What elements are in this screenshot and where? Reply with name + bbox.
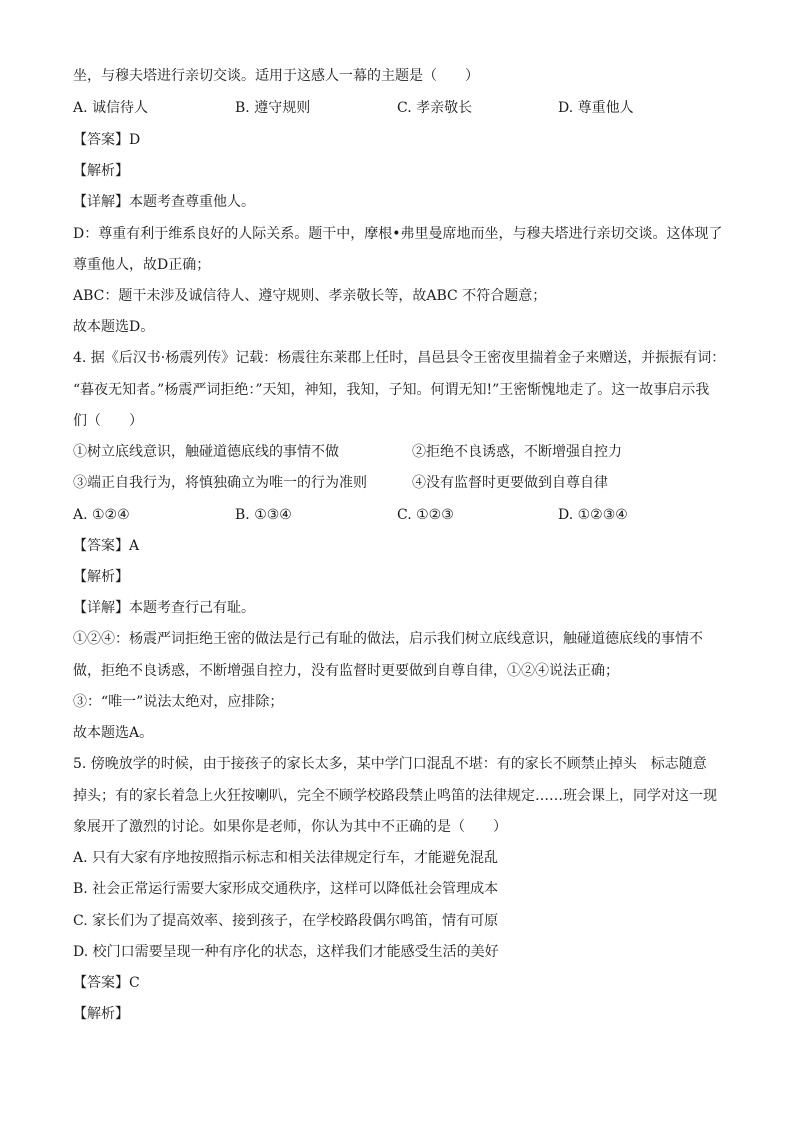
q5-stem-line: 象展开了激烈的讨论。如果你是老师，你认为其中不正确的是（ ）: [73, 819, 507, 835]
q4-option-c: C. ①②③: [397, 507, 454, 523]
q4-answer: 【答案】A: [73, 538, 140, 554]
q5-analysis-label: 【解析】: [73, 1006, 129, 1022]
q3-detail-line: D：尊重有利于维系良好的人际关系。题干中，摩根•弗里曼席地而坐，与穆夫塔进行亲切交谈。这体现了: [73, 226, 723, 242]
q3-detail-line: 尊重他人，故D正确；: [73, 257, 211, 273]
q4-stem-line: 们（ ）: [73, 413, 143, 429]
q4-item-2: ②拒绝不良诱惑，不断增强自控力: [412, 444, 622, 460]
q5-option-d: D. 校门口需要呈现一种有序化的状态，这样我们才能感受生活的美好: [73, 944, 499, 960]
q3-answer: 【答案】D: [73, 132, 141, 148]
q3-analysis-label: 【解析】: [73, 163, 129, 179]
q3-option-c: C. 孝亲敬长: [397, 100, 473, 116]
q4-stem-line: “暮夜无知者。”杨震严词拒绝：”天知，神知，我知，子知。何谓无知!”王密惭愧地走了。这一故事启示我: [73, 382, 710, 398]
q5-option-c: C. 家长们为了提高效率、接到孩子，在学校路段偶尔鸣笛，情有可原: [73, 913, 499, 929]
q4-detail-line: 【详解】本题考查行己有耻。: [73, 600, 255, 616]
q4-stem-line: 4. 据《后汉书·杨震列传》记载：杨震往东莱郡上任时，昌邑县令王密夜里揣着金子来赠送，并振振有词：: [73, 350, 726, 366]
q5-option-b: B. 社会正常运行需要大家形成交通秩序，这样可以降低社会管理成本: [73, 881, 499, 897]
q5-stem-line: 掉头；有的家长着急上火狂按喇叭，完全不顾学校路段禁止鸣笛的法律规定……班会课上，同学对这一现: [73, 788, 717, 804]
q4-detail-line: 做，拒绝不良诱惑，不断增强自控力，没有监督时更要做到自尊自律，①②④说法正确；: [73, 663, 619, 679]
q3-detail-line: ABC：题干未涉及诚信待人、遵守规则、孝亲敬长等，故ABC 不符合题意；: [73, 288, 547, 304]
q4-option-b: B. ①③④: [235, 507, 292, 523]
q3-detail-line: 故本题选D。: [73, 319, 155, 335]
q4-detail-line: 故本题选A。: [73, 725, 154, 741]
q4-option-a: A. ①②④: [73, 507, 130, 523]
q3-stem-tail: 坐，与穆夫塔进行亲切交谈。适用于这感人一幕的主题是（ ）: [73, 68, 479, 84]
q4-detail-line: ①②④：杨震严词拒绝王密的做法是行己有耻的做法，启示我们树立底线意识，触碰道德底线的事情不: [73, 631, 703, 647]
q4-detail-line: ③：“唯一”说法太绝对，应排除；: [73, 694, 284, 710]
q5-option-a: A. 只有大家有序地按照指示标志和相关法律规定行车，才能避免混乱: [73, 850, 499, 866]
q4-option-d: D. ①②③④: [558, 507, 628, 523]
q4-analysis-label: 【解析】: [73, 569, 129, 585]
q3-option-b: B. 遵守规则: [235, 100, 311, 116]
q3-option-a: A. 诚信待人: [73, 100, 149, 116]
q5-stem-line: 5. 傍晚放学的时候，由于接孩子的家长太多，某中学门口混乱不堪：有的家长不顾禁止掉头 标志随意: [73, 756, 707, 772]
q4-item-4: ④没有监督时更要做到自尊自律: [412, 475, 608, 491]
q3-option-d: D. 尊重他人: [558, 100, 634, 116]
q3-detail-line: 【详解】本题考查尊重他人。: [73, 194, 255, 210]
q5-answer: 【答案】C: [73, 975, 140, 991]
q4-item-1: ①树立底线意识，触碰道德底线的事情不做: [73, 444, 339, 460]
q4-item-3: ③端正自我行为，将慎独确立为唯一的行为准则: [73, 475, 367, 491]
